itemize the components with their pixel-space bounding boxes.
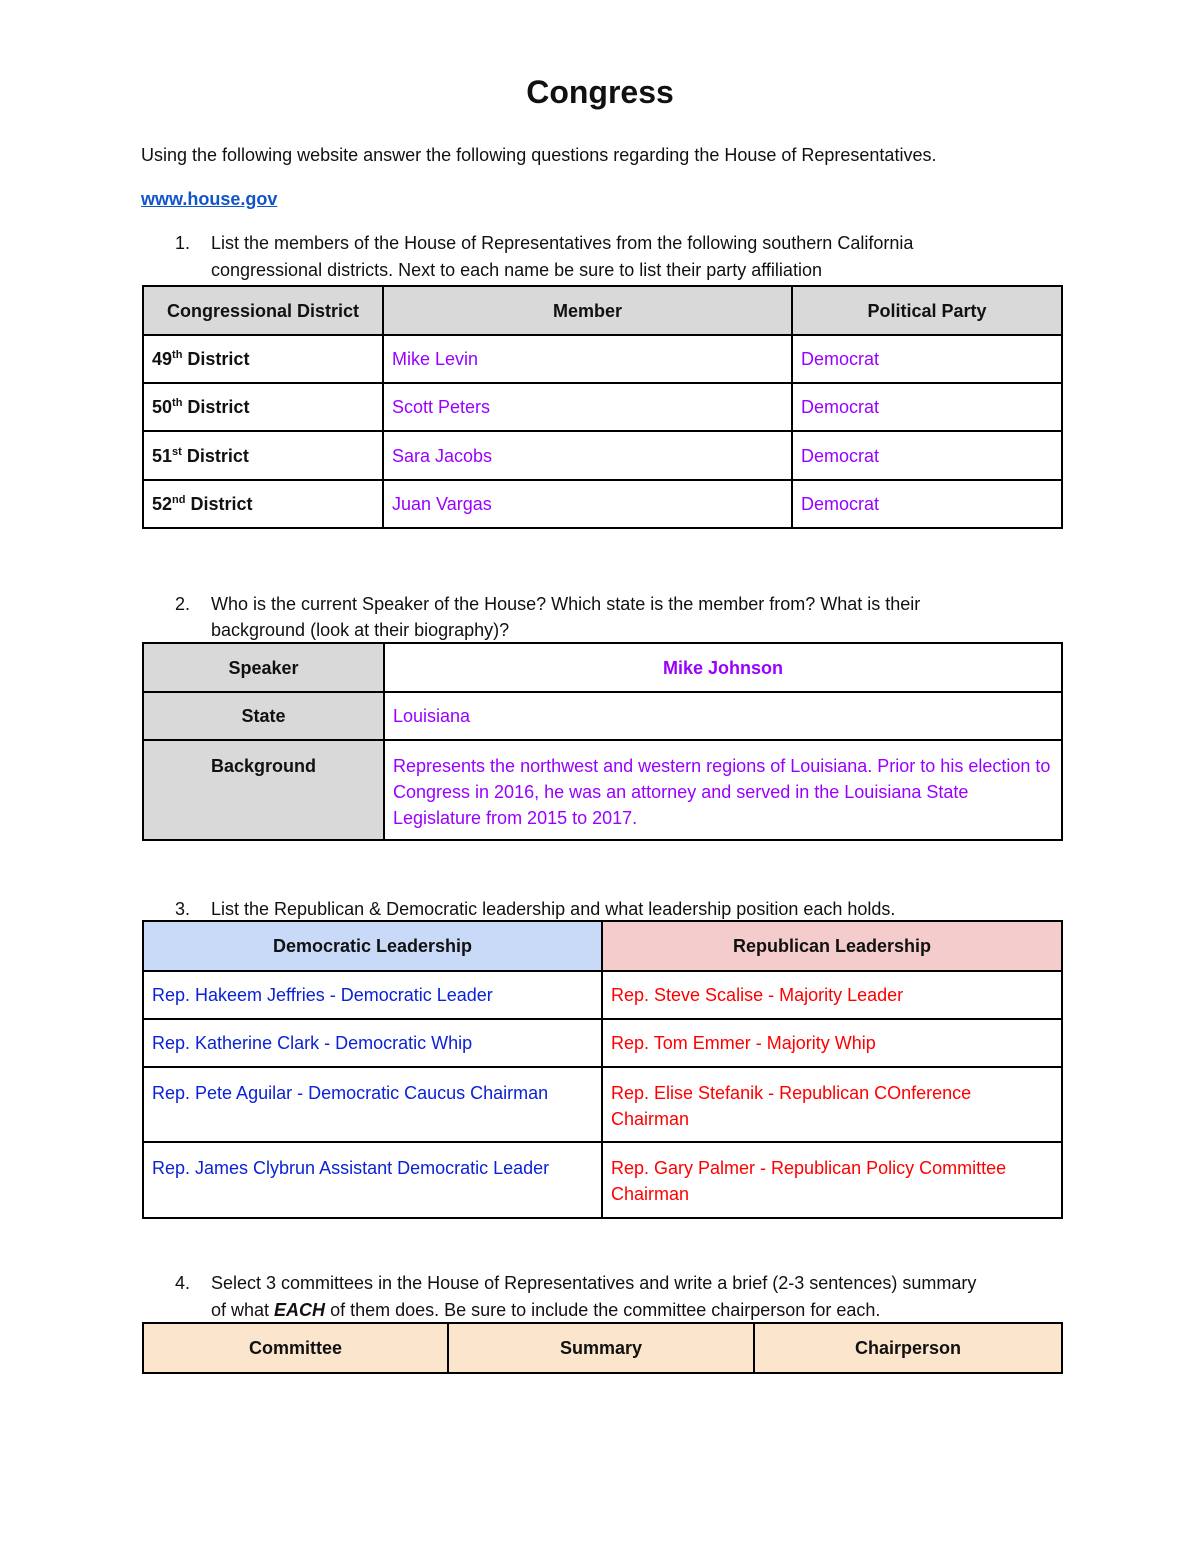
district-suffix: District [182,397,250,417]
question-3-number: 3. [175,899,191,919]
member-cell: Scott Peters [383,383,792,431]
state-value: Louisiana [384,692,1062,740]
house-gov-link[interactable]: www.house.gov [141,189,278,209]
party-cell: Democrat [792,480,1062,528]
democratic-leader-cell: Rep. Pete Aguilar - Democratic Caucus Chairman [143,1067,602,1142]
republican-leader-cell: Rep. Tom Emmer - Majority Whip [602,1019,1062,1067]
intro-text: Using the following website answer the following questions regarding the House of Representatives. [141,145,937,165]
districts-header-row [143,286,1062,335]
question-1-number: 1. [175,233,191,253]
district-cell [143,480,383,528]
table-row [143,971,1062,1019]
header-member: Member [383,286,792,335]
question-4-number: 4. [175,1273,191,1293]
table-row [143,335,1062,383]
district-ordinal: nd [172,494,186,506]
districts-table [142,285,1063,529]
district-ordinal: th [172,397,183,409]
district-cell [143,431,383,480]
background-value: Represents the northwest and western regions of Louisiana. Prior to his election to Congress in 2016, he was an attorney and served in the Louisiana State Legislature from 2015 to 2017. [384,740,1062,840]
table-row [143,1142,1062,1218]
table-row [143,643,1062,692]
republican-leader-cell: Rep. Gary Palmer - Republican Policy Committee Chairman [602,1142,1062,1218]
speaker-label: Speaker [143,643,384,692]
district-number: 51 [152,445,173,466]
democratic-leader-cell: Rep. Katherine Clark - Democratic Whip [143,1019,602,1067]
page-title: Congress [526,74,674,110]
question-2-number: 2. [175,594,191,614]
question-4-line-2-start: of what [211,1300,275,1320]
committees-header-row [143,1323,1062,1373]
question-4-emphasis: EACH [274,1300,326,1320]
republican-leadership-header: Republican Leadership [602,921,1062,971]
table-row [143,692,1062,740]
table-row [143,1067,1062,1142]
header-political-party: Political Party [792,286,1062,335]
speaker-table [142,642,1063,841]
leadership-header-row [143,921,1062,971]
district-cell [143,335,383,383]
leadership-table [142,920,1063,1219]
question-2-line-1: Who is the current Speaker of the House? Which state is the member from? What is their [211,594,921,614]
district-suffix: District [182,349,250,369]
district-number: 52 [152,494,173,514]
table-row [143,1019,1062,1067]
district-cell [143,383,383,431]
district-suffix: District [185,494,253,514]
party-cell: Democrat [792,335,1062,383]
member-cell: Juan Vargas [383,480,792,528]
democratic-leader-cell: Rep. Hakeem Jeffries - Democratic Leader [143,971,602,1019]
background-label: Background [143,740,384,840]
member-cell: Mike Levin [383,335,792,383]
header-summary: Summary [448,1323,754,1373]
header-chairperson: Chairperson [754,1323,1062,1373]
republican-leader-cell: Rep. Steve Scalise - Majority Leader [602,971,1062,1019]
district-number: 49 [152,349,173,369]
question-3-line-1: List the Republican & Democratic leadership and what leadership position each holds. [211,899,896,919]
question-4-line-2 [211,1297,880,1324]
republican-leader-cell: Rep. Elise Stefanik - Republican COnference Chairman [602,1067,1062,1142]
speaker-value: Mike Johnson [384,643,1062,692]
question-1-line-2: congressional districts. Next to each name be sure to list their party affiliation [211,260,822,280]
committees-table [142,1322,1063,1374]
state-label: State [143,692,384,740]
party-cell: Democrat [792,383,1062,431]
question-2-line-2: background (look at their biography)? [211,620,510,640]
democratic-leadership-header: Democratic Leadership [143,921,602,971]
party-cell: Democrat [792,431,1062,480]
member-cell: Sara Jacobs [383,431,792,480]
header-committee: Committee [143,1323,448,1373]
header-congressional-district: Congressional District [143,286,383,335]
district-ordinal: st [172,445,182,458]
district-number: 50 [152,397,173,417]
table-row [143,383,1062,431]
democratic-leader-cell: Rep. James Clybrun Assistant Democratic Leader [143,1142,602,1218]
question-4-line-2-end: of them does. Be sure to include the committee chairperson for each. [325,1300,881,1320]
district-ordinal: th [172,349,183,361]
question-4-line-1: Select 3 committees in the House of Representatives and write a brief (2-3 sentences) summary [211,1273,977,1293]
district-suffix: District [181,445,249,466]
table-row [143,480,1062,528]
table-row [143,740,1062,840]
question-1-line-1: List the members of the House of Representatives from the following southern California [211,233,914,253]
table-row [143,431,1062,480]
